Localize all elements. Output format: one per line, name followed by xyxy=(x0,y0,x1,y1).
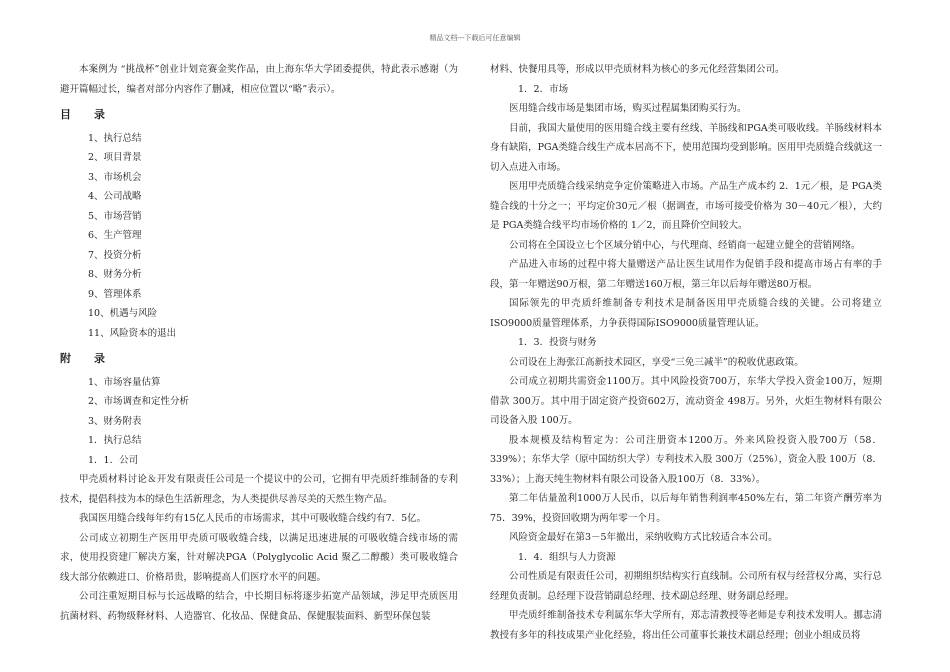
body-paragraph: 公司成立初期生产医用甲壳质可吸收缝合线，以满足迅速进展的可吸收缝合线市场的需求，使用投资建厂解决方案，针对解决PGA（Polyglycolic Acid 聚乙二醇酸）类可吸收缝合线大部分依赖进口、价格昂贵，影响提高人们医疗水平的问题。 xyxy=(60,532,458,583)
appendix-item: 2、市场调查和定性分析 xyxy=(88,396,190,407)
body-paragraph: 国际领先的甲壳质纤维制备专利技术是制备医用甲壳质缝合线的关键。公司将建立ISO9000质量管理体系，力争获得国际ISO9000质量管理认证。 xyxy=(490,298,882,329)
subsection-heading: 1．2．市场 xyxy=(518,83,569,95)
appendix-item: 1、市场容量估算 xyxy=(88,376,161,388)
toc-item: 2、项目背景 xyxy=(88,152,142,163)
body-paragraph: 甲壳质材料讨论＆开发有限责任公司是一个提议中的公司，它拥有甲壳质纤维制备的专利技术，提倡科技为本的绿色生活新理念，为人类提供尽善尽美的天然生物产品。 xyxy=(60,474,458,505)
body-paragraph: 我国医用缝合线每年约有15亿人民币的市场需求，其中可吸收缝合线约有7．5亿。 xyxy=(79,513,427,524)
body-paragraph: 公司设在上海张江高新技术园区，享受“三免三减半”的税收优惠政策。 xyxy=(509,356,804,368)
toc-item: 9、管理体系 xyxy=(88,288,142,300)
toc-title: 目 录 xyxy=(60,108,111,121)
body-paragraph: 产品进入市场的过程中将大量赠送产品让医生试用作为促销手段和提高市场占有率的手段，第一年赠送90万根，第二年赠送160万根，第三年以后每年赠送80万根。 xyxy=(490,259,882,290)
subsection-heading: 1．4．组织与人力资源 xyxy=(518,551,616,563)
left-column xyxy=(60,60,458,626)
appendix-title: 附 录 xyxy=(60,352,111,365)
body-paragraph: 医用甲壳质缝合线采纳竞争定价策略进入市场。产品生产成本约 2．1元／根，是 PGA类缝合线的十分之一；平均定价30元／根（据调查，市场可接受价格为 30－40元／根），大约是 PGA类缝合线平均市场价格的 1／2，而且降价空间较大。 xyxy=(490,181,882,231)
right-column xyxy=(490,60,882,645)
body-paragraph: 公司将在全国设立七个区域分销中心，与代理商、经销商一起建立健全的营销网络。 xyxy=(509,239,861,251)
toc-item: 1、执行总结 xyxy=(88,132,142,144)
body-paragraph: 股本规模及结构暂定为：公司注册资本1200万。外来风险投资入股700万（58．339%）；东华大学（原中国纺织大学）专利技术入股 300万（25%），资金入股 100万（8．33%）；上海天纯生物材料有限公司设备入股100万（8．33%）。 xyxy=(490,434,882,485)
body-paragraph: 目前，我国大量使用的医用缝合线主要有丝线、羊肠线和PGA类可吸收线。羊肠线材料本身有缺陷，PGA类缝合线生产成本居高不下，使用范围均受到影响。医用甲壳质缝合线就这一切入点进入市场。 xyxy=(490,122,882,173)
intro-paragraph: 本案例为 “挑战杯”创业计划竞赛金奖作品，由上海东华大学团委提供，特此表示感谢（为避开篇幅过长，编者对部分内容作了删减，相应位置以“略”表示）。 xyxy=(60,64,458,95)
subsection-heading: 1．3．投资与财务 xyxy=(518,337,597,348)
toc-item: 3、市场机会 xyxy=(88,171,142,183)
section-heading: 1．执行总结 xyxy=(88,435,142,446)
toc-item: 6、生产管理 xyxy=(88,230,142,241)
subsection-heading: 1．1．公司 xyxy=(88,454,139,466)
body-paragraph: 公司注重短期目标与长远战略的结合，中长期目标将逐步拓宽产品领域，涉足甲壳质医用抗菌材料、药物级释材料、人造器官、化妆品、保健食品、保健服装面料、新型环保包装 xyxy=(60,591,458,622)
toc-list xyxy=(60,129,458,344)
toc-item: 4、公司战略 xyxy=(88,191,142,202)
body-paragraph: 甲壳质纤维制备技术专利属东华大学所有，郑志清教授等老师是专利技术发明人。挪志清教授有多年的科技成果产业化经验，将出任公司董事长兼技术副总经理；创业小组成员将 xyxy=(490,610,882,641)
body-paragraph: 公司成立初期共需资金1100万。其中风险投资700万，东华大学投入资金100万，短期借款 300万。其中用于固定资产投资602万，流动资金 498万。另外，火炬生物材料有限公司设备入股 100万。 xyxy=(490,376,882,426)
appendix-item: 3、财务附表 xyxy=(88,415,142,427)
toc-item: 5、市场营销 xyxy=(88,210,142,222)
continued-paragraph: 材料、快餐用具等，形成以甲壳质材料为核心的多元化经营集团公司。 xyxy=(490,64,785,75)
body-paragraph: 风险资金最好在第3－5年撤出，采纳收购方式比较适合本公司。 xyxy=(509,532,778,543)
body-paragraph: 医用缝合线市场是集团市场，购买过程属集团购买行为。 xyxy=(509,103,747,114)
page-header: 精品文档---下载后可任意编辑 xyxy=(429,34,521,42)
appendix-list xyxy=(60,373,458,432)
toc-item: 10、机遇与风险 xyxy=(88,308,158,319)
toc-item: 8、财务分析 xyxy=(88,269,142,280)
toc-item: 11、风险资本的退出 xyxy=(88,327,177,339)
body-paragraph: 第二年估量盈利1000万人民币，以后每年销售利润率450%左右，第二年资产酬劳率为75．39%，投资回收期为两年零一个月。 xyxy=(490,493,882,524)
body-paragraph: 公司性质是有限责任公司，初期组织结构实行直线制。公司所有权与经营权分离，实行总经理负责制。总经理下设营销副总经理、技术副总经理、财务副总经理。 xyxy=(490,571,882,602)
toc-item: 7、投资分析 xyxy=(88,249,142,261)
